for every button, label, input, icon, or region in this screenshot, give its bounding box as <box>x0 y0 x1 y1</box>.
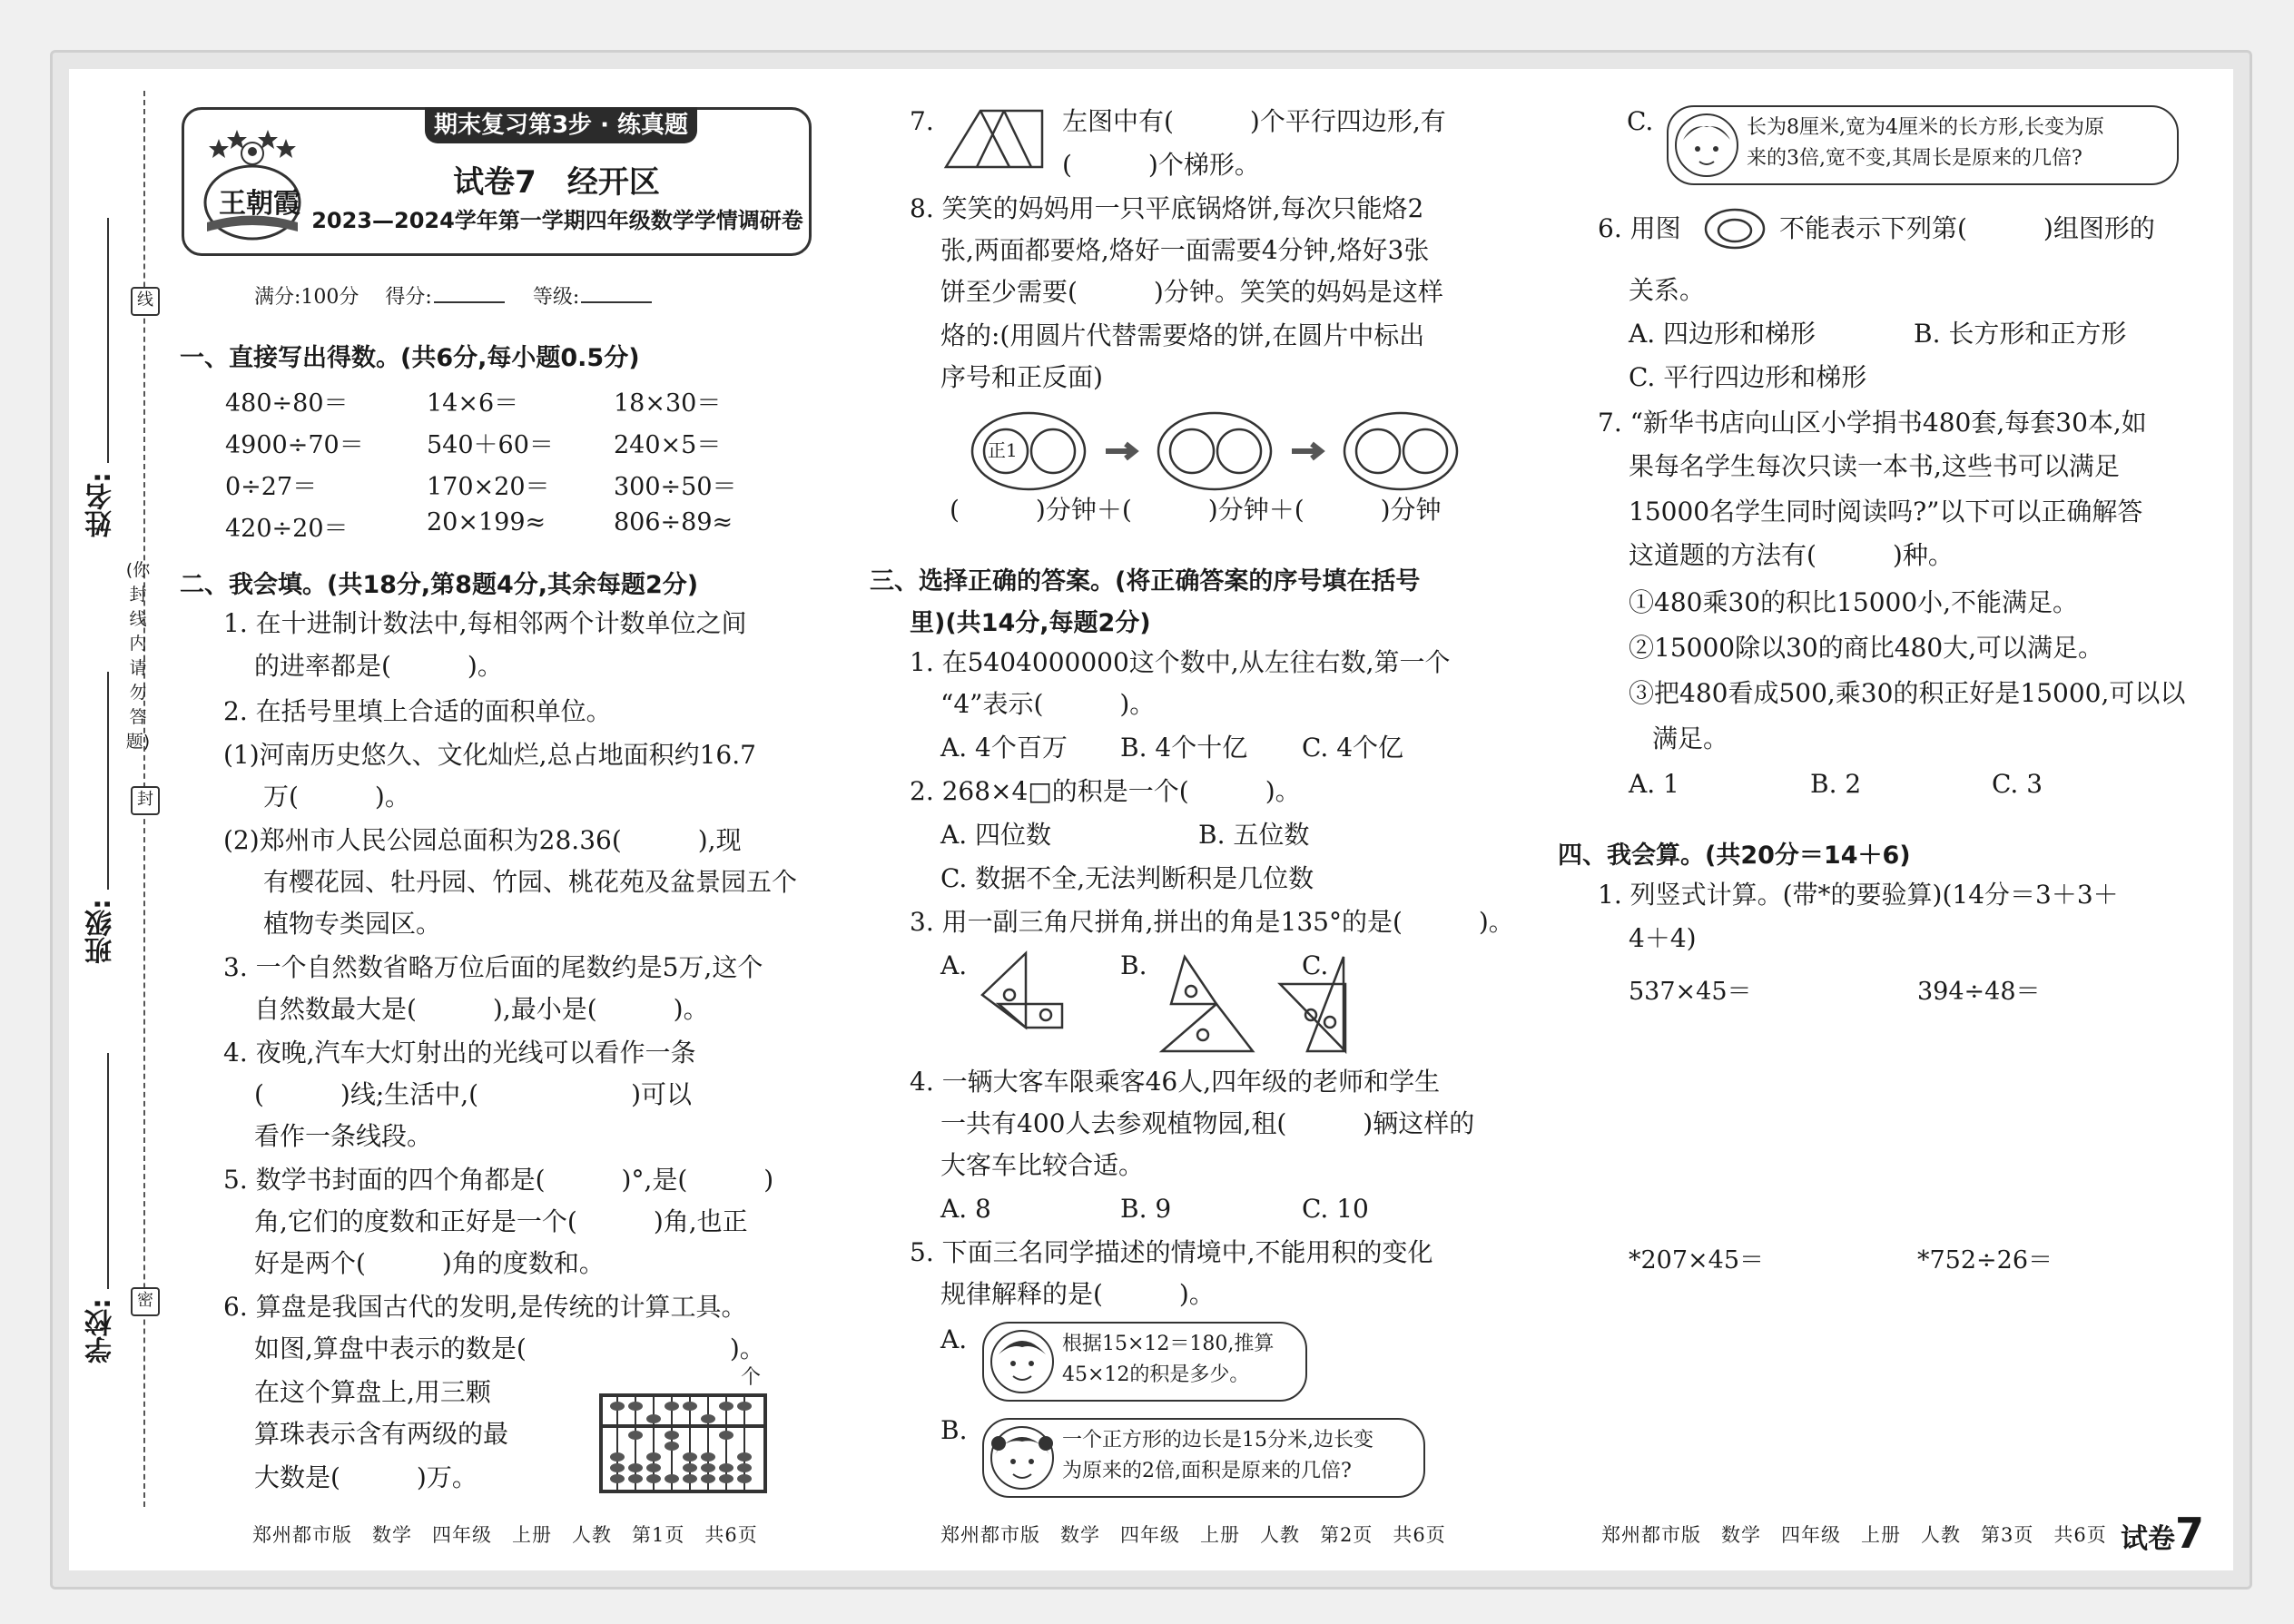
option-b[interactable]: B. <box>940 1415 968 1445</box>
binding-mark-line: 线 <box>131 287 160 316</box>
c3-q3-line: 3. 用一副三角尺拼角,拼出的角是135°的是( )。 <box>910 907 1514 937</box>
s2-line: 大数是( )万。 <box>254 1462 478 1492</box>
calc-item: 18×30＝ <box>614 389 722 418</box>
option-c[interactable]: C. 数据不全,无法判断积是几位数 <box>940 863 1314 893</box>
c3-q7-line: ①480乘30的积比15000小,不能满足。 <box>1629 587 2079 617</box>
s2-line: 算珠表示含有两级的最 <box>254 1419 509 1449</box>
score-line <box>254 281 674 310</box>
c2-q7-line2: ( )个梯形。 <box>1062 150 1260 180</box>
bubble-c-line1: 长为8厘米,宽为4厘米的长方形,长变为原 <box>1747 116 2104 139</box>
calc-item: 240×5＝ <box>614 431 722 459</box>
vertical-calc-item: *752÷26＝ <box>1917 1246 2053 1275</box>
c3-q4-line: 大客车比较合适。 <box>940 1150 1145 1180</box>
c3-q2-line: 2. 268×4□的积是一个( )。 <box>910 776 1301 806</box>
class-field[interactable] <box>107 672 109 890</box>
s2-line: (2)郑州市人民公园总面积为28.36( ),现 <box>223 825 742 855</box>
badge-text: 试卷 <box>2121 1523 2175 1555</box>
c4-q1-line: 1. 列竖式计算。(带*的要验算)(14分＝3＋3＋ <box>1598 880 2119 910</box>
option-c[interactable]: C. 10 <box>1302 1194 1369 1224</box>
c3-q6-prefix: 6. 用图 <box>1598 213 1681 243</box>
bubble-c-line2: 来的3倍,宽不变,其周长是原来的几倍? <box>1747 147 2082 170</box>
c3-q5-line: 5. 下面三名同学描述的情境中,不能用积的变化 <box>910 1237 1433 1267</box>
name-label: 姓名: <box>85 472 117 537</box>
footer-page-1: 郑州都市版 数学 四年级 上册 人教 第1页 共6页 <box>252 1524 758 1546</box>
pancake-time-blanks: ( )分钟＋( )分钟＋( )分钟 <box>950 495 1442 525</box>
c2-q8-line: 饼至少需要( )分钟。笑笑的妈妈是这样 <box>940 277 1443 307</box>
c3-q6-line1: 不能表示下列第( )组图形的 <box>1779 213 2155 243</box>
c2-q7-line1: 左图中有( )个平行四边形,有 <box>1062 106 1446 136</box>
bubble-a-line2: 45×12的积是多少。 <box>1062 1363 1250 1386</box>
bubble-b-line2: 为原来的2倍,面积是原来的几倍? <box>1062 1460 1352 1482</box>
calc-item: 806÷89≈ <box>614 508 733 536</box>
s2-line: (1)河南历史悠久、文化灿烂,总占地面积约16.7 <box>223 740 756 770</box>
score-field[interactable] <box>434 301 505 303</box>
vertical-calc-item: 394÷48＝ <box>1917 978 2041 1006</box>
q7-figure <box>944 107 1044 169</box>
option-b[interactable]: B. <box>1120 950 1147 980</box>
section-3-title: 三、选择正确的答案。(将正确答案的序号填在括号 <box>870 567 1421 595</box>
s2-line: 看作一条线段。 <box>254 1121 433 1151</box>
c3-q1-line: “4”表示( )。 <box>940 689 1156 719</box>
c3-q7-line: 7. “新华书店向山区小学捐书480套,每套30本,如 <box>1598 408 2147 438</box>
logo-wordmark: 王朝霞 <box>219 188 300 220</box>
option-a[interactable]: A. 4个百万 <box>940 733 1068 763</box>
grade-label: 等级: <box>532 286 580 309</box>
option-b[interactable]: B. 2 <box>1810 769 1862 799</box>
option-c[interactable]: C. 3 <box>1992 769 2043 799</box>
exam-subtitle: 2023—2024学年第一学期四年级数学学情调研卷 <box>311 208 803 233</box>
s2-line: 2. 在括号里填上合适的面积单位。 <box>223 696 612 726</box>
c3-q7-line: 这道题的方法有( )种。 <box>1629 540 1954 570</box>
class-label: 班级: <box>85 899 117 964</box>
c4-q1-line: 4＋4) <box>1629 923 1697 953</box>
calc-item: 4900÷70＝ <box>225 431 364 459</box>
s2-line: 好是两个( )角的度数和。 <box>254 1248 605 1278</box>
abacus-figure <box>599 1393 767 1493</box>
speech-bubble-a <box>982 1322 1307 1402</box>
score-label: 得分: <box>385 286 432 309</box>
c2-q8-line: 烙的:(用圆片代替需要烙的饼,在圆片中标出 <box>940 320 1425 350</box>
binding-note: (你封线内请勿答题) <box>125 560 151 752</box>
header-tab: 期末复习第3步 · 练真题 <box>425 107 697 143</box>
option-b[interactable]: B. 4个十亿 <box>1120 733 1248 763</box>
s2-line: 6. 算盘是我国古代的发明,是传统的计算工具。 <box>223 1292 747 1322</box>
calc-item: 170×20＝ <box>427 473 550 501</box>
binding-mark-cut: 密 <box>131 1287 160 1316</box>
option-a[interactable]: A. <box>940 1324 968 1354</box>
section-1-title: 一、直接写出得数。(共6分,每小题0.5分) <box>180 344 640 372</box>
boy-avatar <box>988 1327 1057 1396</box>
calc-item: 14×6＝ <box>427 389 519 418</box>
c2-q8-line: 8. 笑笑的妈妈用一只平底锅烙饼,每次只能烙2 <box>910 193 1424 223</box>
section-4-title: 四、我会算。(共20分＝14＋6) <box>1558 842 1911 870</box>
bubble-b-line1: 一个正方形的边长是15分米,边长变 <box>1062 1429 1373 1452</box>
s2-line: 如图,算盘中表示的数是( )。 <box>254 1334 765 1363</box>
c3-q7-line: ③把480看成500,乘30的积正好是15000,可以以 <box>1629 678 2186 708</box>
s2-line: ( )线;生活中,( )可以 <box>254 1079 693 1109</box>
calc-item: 480÷80＝ <box>225 389 349 418</box>
option-c[interactable]: C. 4个亿 <box>1302 733 1404 763</box>
speech-bubble-b <box>982 1418 1425 1498</box>
footer-page-2: 郑州都市版 数学 四年级 上册 人教 第2页 共6页 <box>940 1524 1446 1546</box>
s2-line: 5. 数学书封面的四个角都是( )°,是( ) <box>223 1165 774 1195</box>
c3-q1-line: 1. 在5404000000这个数中,从左往右数,第一个 <box>910 647 1451 677</box>
option-c[interactable]: C. <box>1302 950 1329 980</box>
s2-line: 角,它们的度数和正好是一个( )角,也正 <box>254 1206 748 1236</box>
c3-q6-line2: 关系。 <box>1629 275 1706 305</box>
calc-item: 300÷50＝ <box>614 473 737 501</box>
option-b[interactable]: B. 9 <box>1120 1194 1172 1224</box>
pancake-diagram <box>970 410 1469 492</box>
vertical-calc-item: *207×45＝ <box>1629 1246 1765 1275</box>
grade-field[interactable] <box>581 301 652 303</box>
s2-line: 4. 夜晚,汽车大灯射出的光线可以看作一条 <box>223 1038 696 1068</box>
exam-header <box>182 107 812 256</box>
option-a[interactable]: A. <box>940 950 968 980</box>
c3-q4-line: 4. 一辆大客车限乘客46人,四年级的老师和学生 <box>910 1067 1441 1097</box>
calc-item: 420÷20＝ <box>225 515 349 543</box>
c2-q7-number: 7. <box>910 106 934 136</box>
s2-line: 自然数最大是( ),最小是( )。 <box>254 994 709 1024</box>
s2-line: 在这个算盘上,用三颗 <box>254 1377 491 1407</box>
binding-mark-seal: 封 <box>131 786 160 815</box>
vertical-calc-item: 537×45＝ <box>1629 978 1752 1006</box>
full-score: 满分:100分 <box>254 286 359 309</box>
option-c[interactable]: C. 平行四边形和梯形 <box>1629 362 1867 392</box>
pancake-label: 正1 <box>988 439 1018 461</box>
option-b[interactable]: B. 长方形和正方形 <box>1914 319 2127 349</box>
option-a[interactable]: A. 8 <box>940 1194 991 1224</box>
c2-q8-line: 张,两面都要烙,烙好一面需要4分钟,烙好3张 <box>940 235 1430 265</box>
s2-line: 1. 在十进制计数法中,每相邻两个计数单位之间 <box>223 608 747 638</box>
name-field[interactable] <box>107 218 109 463</box>
school-label: 学校: <box>85 1298 117 1363</box>
calc-item: 540＋60＝ <box>427 431 554 459</box>
option-c[interactable]: C. <box>1627 106 1654 136</box>
calc-item: 0÷27＝ <box>225 473 318 501</box>
calc-item: 20×199≈ <box>427 508 546 536</box>
s2-line: 万( )。 <box>263 782 410 812</box>
option-a[interactable]: A. 1 <box>1629 769 1679 799</box>
exam-title: 试卷7 经开区 <box>453 164 660 201</box>
venn-ellipse-figure <box>1703 207 1767 251</box>
boy-avatar <box>1672 111 1741 180</box>
section-3-title-cont: 里)(共14分,每题2分) <box>910 609 1151 637</box>
c2-q8-line: 序号和正反面) <box>940 362 1103 392</box>
c3-q7-line: 果每名学生每次只读一本书,这些书可以满足 <box>1629 451 2120 481</box>
bubble-a-line1: 根据15×12＝180,推算 <box>1062 1333 1275 1355</box>
c3-q7-line: ②15000除以30的商比480大,可以满足。 <box>1629 633 2104 663</box>
s2-line: 3. 一个自然数省略万位后面的尾数约是5万,这个 <box>223 952 763 982</box>
exam-number-badge <box>2121 1509 2204 1558</box>
triangle-ruler-figures <box>980 950 1362 1058</box>
c3-q7-line: 15000名学生同时阅读吗?”以下可以正确解答 <box>1629 497 2143 527</box>
c3-q5-line: 规律解释的是( )。 <box>940 1279 1215 1309</box>
girl-avatar <box>988 1423 1057 1492</box>
speech-bubble-c <box>1667 105 2179 185</box>
section-2-title: 二、我会填。(共18分,第8题4分,其余每题2分) <box>180 571 699 599</box>
s2-line: 的进率都是( )。 <box>254 651 503 681</box>
option-a[interactable]: A. 四位数 <box>940 820 1052 850</box>
c3-q4-line: 一共有400人去参观植物园,租( )辆这样的 <box>940 1108 1475 1138</box>
school-field[interactable] <box>107 1053 109 1289</box>
c3-q7-line: 满足。 <box>1652 723 1729 753</box>
footer-page-3: 郑州都市版 数学 四年级 上册 人教 第3页 共6页 <box>1601 1524 2107 1546</box>
option-b[interactable]: B. 五位数 <box>1198 820 1310 850</box>
s2-line: 植物专类园区。 <box>263 909 442 939</box>
badge-number: 7 <box>2175 1509 2205 1558</box>
s2-line: 有樱花园、牡丹园、竹园、桃花苑及盆景园五个 <box>263 867 798 897</box>
abacus-unit-label: 个 <box>741 1366 762 1389</box>
option-a[interactable]: A. 四边形和梯形 <box>1629 319 1816 349</box>
